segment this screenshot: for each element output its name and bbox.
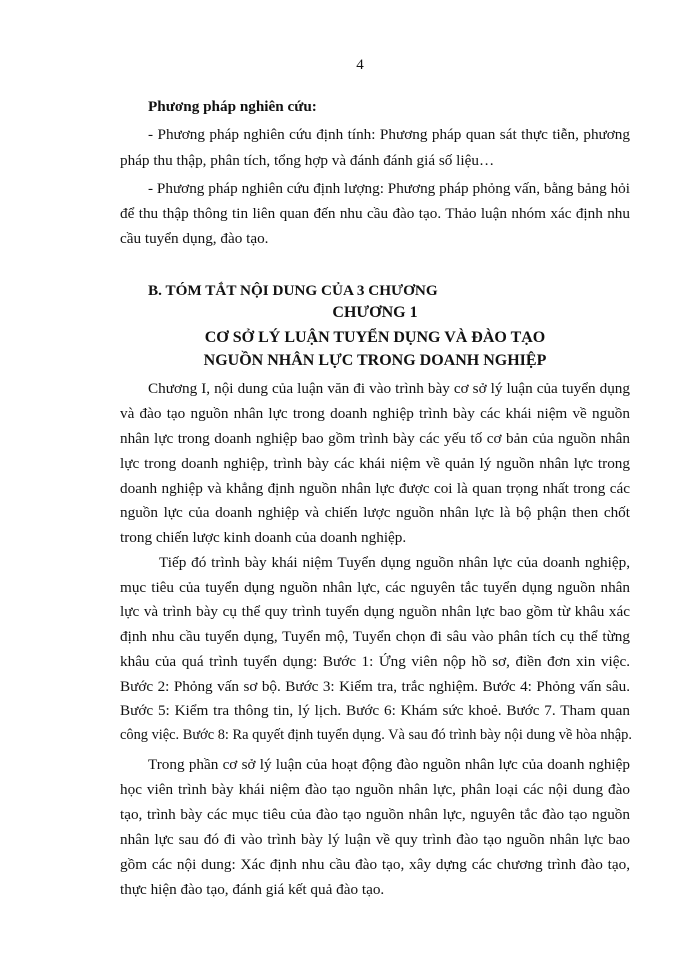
body-p2-line-8: công việc. Bước 8: Ra quyết định tuyển dụng. Và sau đó trình bày nội dung về hòa nhập.: [120, 727, 632, 743]
page-number: 4: [356, 57, 364, 73]
body-p3-line-4: nhân lực sau đó đi vào trình bày lý luận về quy trình đào tạo nguồn nhân lực bao: [120, 831, 630, 848]
body-p3-line-3: tạo, trình bày các mục tiêu của đào tạo nguồn nhân lực, nguyên tắc đào tạo nguồn: [120, 806, 630, 823]
chapter-title-line-1: CƠ SỞ LÝ LUẬN TUYỂN DỤNG VÀ ĐÀO TẠO: [204, 329, 546, 346]
body-p2-line-1: Tiếp đó trình bày khái niệm Tuyển dụng nguồn nhân lực của doanh nghiệp,: [159, 554, 630, 571]
body-p3-line-5: gồm các nội dung: Xác định nhu cầu đào tạo, xây dựng các chương trình đào tạo,: [120, 856, 630, 873]
chapter-label: CHƯƠNG 1: [332, 304, 418, 321]
method-qualitative-line-1: - Phương pháp nghiên cứu định tính: Phương pháp quan sát thực tiễn, phương: [148, 126, 630, 143]
method-quantitative-line-2: để thu thập thông tin liên quan đến nhu cầu đào tạo. Thảo luận nhóm xác định nhu: [120, 205, 630, 222]
method-qualitative-line-2: pháp thu thập, phân tích, tổng hợp và đánh đánh giá số liệu…: [120, 152, 495, 169]
body-p3-line-2: học viên trình bày khái niệm đào tạo nguồn nhân lực, phân loại các nội dung đào: [120, 781, 630, 798]
chapter-title-line-2: NGUỒN NHÂN LỰC TRONG DOANH NGHIỆP: [203, 352, 547, 369]
research-method-heading: Phương pháp nghiên cứu:: [148, 98, 317, 115]
body-p2-line-6: Bước 2: Phỏng vấn sơ bộ. Bước 3: Kiểm tra, trắc nghiệm. Bước 4: Phỏng vấn sâu.: [120, 678, 630, 695]
body-p1-line-4: lực trong doanh nghiệp, trình bày các khái niệm về quản lý nguồn nhân lực trong: [120, 455, 630, 472]
body-p3-line-1: Trong phần cơ sở lý luận của hoạt động đào nguồn nhân lực của doanh nghiệp: [148, 756, 630, 773]
body-p1-line-7: trong chiến lược kinh doanh của doanh nghiệp.: [120, 529, 407, 546]
body-p1-line-3: nhân lực trong doanh nghiệp bao gồm trình bày các yếu tố cơ bản của nguồn nhân: [120, 430, 630, 447]
body-p1-line-2: và đào tạo nguồn nhân lực trong doanh nghiệp trình bày các khái niệm về nguồn: [120, 405, 630, 422]
body-p2-line-7: Bước 5: Kiểm tra thông tin, lý lịch. Bước 6: Khám sức khoẻ. Bước 7. Tham quan: [120, 702, 630, 719]
method-quantitative-line-1: - Phương pháp nghiên cứu định lượng: Phương pháp phỏng vấn, bằng bảng hỏi: [148, 180, 630, 197]
method-quantitative-line-3: cầu tuyển dụng, đào tạo.: [120, 230, 269, 247]
body-p2-line-5: khâu của quá trình tuyển dụng: Bước 1: Ứng viên nộp hồ sơ, điền đơn xin việc.: [120, 653, 630, 670]
body-p1-line-6: nguồn lực của doanh nghiệp và chiến lược nguồn nhân lực là bộ phận then chốt: [120, 504, 630, 521]
body-p2-line-4: định nhu cầu tuyển dụng, Tuyển mộ, Tuyển chọn đi sâu vào phân tích cụ thể từng: [120, 628, 630, 645]
body-p1-line-1: Chương I, nội dung của luận văn đi vào trình bày cơ sở lý luận của tuyển dụng: [148, 380, 630, 397]
body-p3-line-6: thực hiện đào tạo, đánh giá kết quả đào tạo.: [120, 881, 385, 898]
section-b-heading: B. TÓM TẮT NỘI DUNG CỦA 3 CHƯƠNG: [148, 282, 438, 299]
body-p2-line-3: lực và trình bày cụ thể quy trình tuyển dụng nguồn nhân lực bao gồm từ khâu xác: [120, 603, 630, 620]
body-p2-line-2: mục tiêu của tuyển dụng nguồn nhân lực, các nguyên tắc tuyển dụng nguồn nhân: [120, 579, 630, 596]
body-p1-line-5: doanh nghiệp và khẳng định nguồn nhân lực được coi là quan trọng nhất trong các: [120, 480, 630, 497]
